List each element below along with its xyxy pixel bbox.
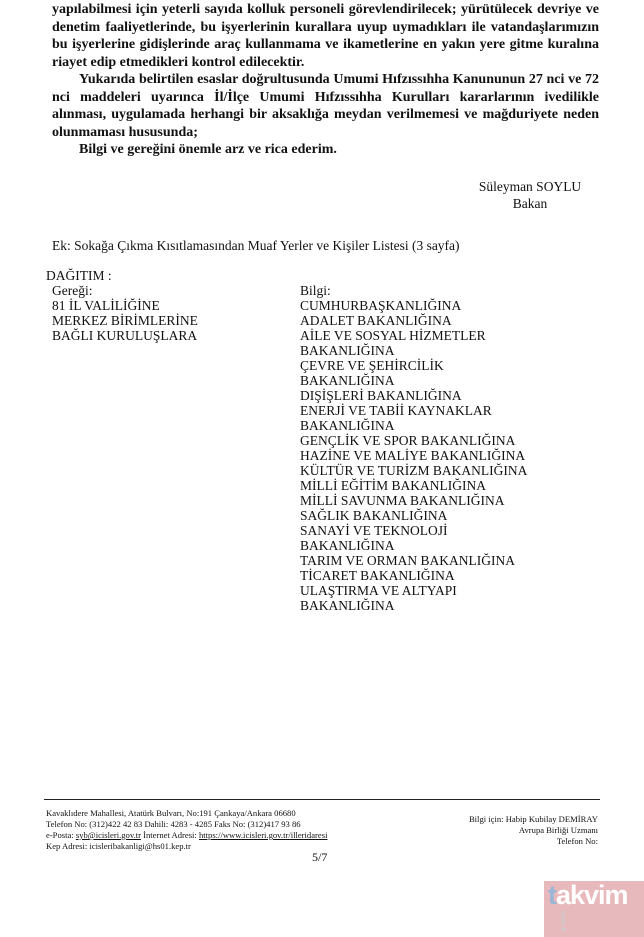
info-recipient: SANAYİ VE TEKNOLOJİ (300, 523, 448, 538)
web-link[interactable]: https://www.icisleri.gov.tr/illeridaresi (198, 830, 328, 840)
info-recipient: BAKANLIĞINA (300, 373, 395, 388)
distribution-heading: DAĞITIM : (46, 268, 112, 283)
action-recipient: MERKEZ BİRİMLERİNE (52, 313, 198, 328)
info-recipient: ENERJİ VE TABİİ KAYNAKLAR (300, 403, 492, 418)
contact-title: Avrupa Birliği Uzmanı (518, 825, 598, 835)
footer-contact-block (469, 814, 598, 847)
info-recipient: TARIM VE ORMAN BAKANLIĞINA (300, 553, 516, 568)
info-recipient: GENÇLİK VE SPOR BAKANLIĞINA (300, 433, 516, 448)
signer-title: Bakan (512, 196, 548, 211)
info-recipient: CUMHURBAŞKANLIĞINA (300, 298, 462, 313)
page-number: 5/7 (312, 850, 328, 864)
info-recipient: HAZİNE VE MALİYE BAKANLIĞINA (300, 448, 526, 463)
signer-name: Süleyman SOYLU (478, 179, 582, 194)
info-recipient: SAĞLIK BAKANLIĞINA (300, 508, 448, 523)
web-label: İnternet Adresi: (140, 830, 199, 840)
email-label: e-Posta: (46, 830, 76, 840)
info-recipient: BAKANLIĞINA (300, 598, 395, 613)
action-recipient: 81 İL VALİLİĞİNE (52, 298, 160, 313)
body-paragraph-3: Bilgi ve gereğini önemle arz ve rica ederim. (79, 142, 337, 157)
info-recipient: BAKANLIĞINA (300, 343, 395, 358)
info-recipient: ADALET BAKANLIĞINA (300, 313, 452, 328)
signature-block (470, 178, 590, 212)
footer-kep: Kep Adresi: icisleribakanligi@hs01.kep.tr (46, 841, 191, 851)
contact-phone: Telefon No: (556, 836, 598, 846)
info-recipient: MİLLİ SAVUNMA BAKANLIĞINA (300, 493, 505, 508)
distribution-action-list (52, 283, 198, 343)
action-recipient: BAĞLI KURULUŞLARA (52, 328, 198, 343)
action-heading: Gereği: (52, 283, 93, 298)
body-text (52, 1, 599, 159)
info-recipient: BAKANLIĞINA (300, 538, 395, 553)
info-recipient: TİCARET BAKANLIĞINA (300, 568, 455, 583)
info-recipient: MİLLİ EĞİTİM BAKANLIĞINA (300, 478, 486, 493)
info-recipient: BAKANLIĞINA (300, 418, 395, 433)
footer-divider (44, 799, 600, 800)
footer-phone: Telefon No: (312)422 42 83 Dahili: 4283 - 4285 Faks No: (312)417 93 86 (46, 819, 301, 829)
footer-address-block (46, 808, 327, 852)
takvim-watermark-logo: takvimcom.tr (544, 881, 644, 937)
info-heading: Bilgi: (300, 283, 331, 298)
info-recipient: DIŞİŞLERİ BAKANLIĞINA (300, 388, 462, 403)
footer-address: Kavaklıdere Mahallesi, Atatürk Bulvarı, No:191 Çankaya/Ankara 06680 (46, 808, 296, 818)
info-recipient: ÇEVRE VE ŞEHİRCİLİK (300, 358, 444, 373)
contact-person: Bilgi için: Habip Kubilay DEMİRAY (468, 814, 598, 824)
body-paragraph-2: Yukarıda belirtilen esaslar doğrultusunda Umumi Hıfzıssıhha Kanununun 27 nci ve 72 nci maddeleri uyarınca İl/İlçe Umumi Hıfzıssıhha Kurulları kararlarının ivedilikle alınması, uygulamada herhangi bir aksaklığa meydan verilmemesi ve mağduriyete neden olunmaması hususunda; (52, 72, 599, 140)
body-paragraph-1: yapılabilmesi için yeterli sayıda kolluk personeli görevlendirilecek; yürütülecek devriye ve denetim faaliyetlerinde, bu işyerlerinin kurallara uyup uymadıkları ile vatandaşlarımızın bu işyerlerine gidişlerinde araç kullanmama ve ikametlerine en yakın yere gitme kuralına riayet edip etmedikleri kontrol edilecektir. (52, 2, 599, 70)
distribution-info-list (300, 283, 527, 613)
info-recipient: AİLE VE SOSYAL HİZMETLER (300, 328, 486, 343)
info-recipient: KÜLTÜR VE TURİZM BAKANLIĞINA (300, 463, 528, 478)
info-recipient: ULAŞTIRMA VE ALTYAPI (300, 583, 457, 598)
email-link[interactable]: syb@icisleri.gov.tr (75, 830, 141, 840)
attachment-note: Ek: Sokağa Çıkma Kısıtlamasından Muaf Yerler ve Kişiler Listesi (3 sayfa) (52, 238, 460, 253)
